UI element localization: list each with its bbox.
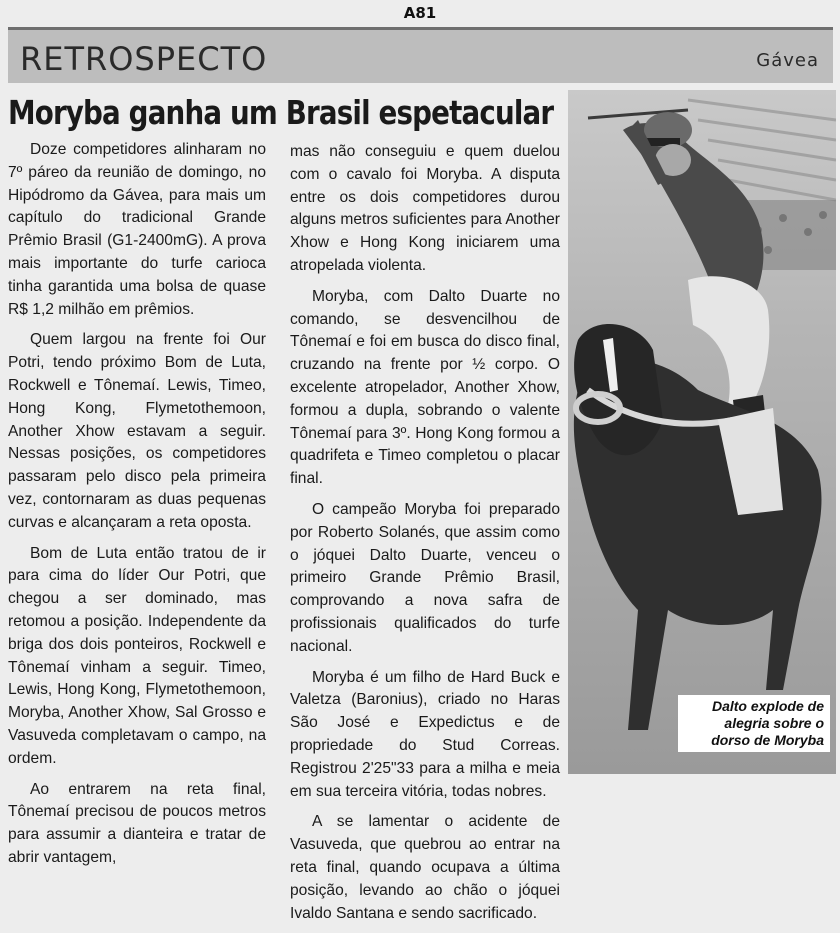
paragraph: Doze competidores alinharam no 7º páreo da reunião de domingo, no Hipódromo da Gávea, para mais um capítulo do tradicional Grande Prêmio Brasil (G1-2400mG). A prova mais importante do turfe carioca tinha garantida uma bolsa de quase R$ 1,2 milhão em prêmios. [8, 141, 266, 318]
article-column-2 [290, 141, 560, 933]
paragraph: Moryba, com Dalto Duarte no comando, se desvencilhou de Tônemaí e foi em busca do disco final, cruzando na frente por ½ corpo. O excelente atropelador, Another Xhow, formou a dupla, sobrando o valente Tônemaí para 3º. Hong Kong formou a quadrifeta e Timeo completou o placar final. [290, 287, 560, 488]
race-photo [568, 90, 836, 774]
photo-caption: Dalto explode de alegria sobre o dorso de Moryba [678, 695, 830, 752]
section-subtitle: Gávea [756, 50, 819, 71]
jockey-horse-illustration [568, 90, 836, 774]
section-header [8, 27, 833, 83]
page-number: A81 [403, 4, 437, 22]
article-column-1 [8, 139, 266, 878]
paragraph: Bom de Luta então tratou de ir para cima do líder Our Potri, que chegou a ser dominado, mas retomou a posição. Independente da briga dos dois ponteiros, Rockwell e Tônemaí vinham a seguir. Timeo, Lewis, Hong Kong, Flymetothemoon, Moryba, Another Xhow, Sal Grosso e Vasuveda completavam o campo, na ordem. [8, 544, 266, 767]
section-title: RETROSPECTO [20, 40, 268, 78]
paragraph: Ao entrarem na reta final, Tônemaí precisou de poucos metros para assumir a dianteira e tratar de abrir vantagem, [8, 780, 266, 866]
paragraph: Moryba é um filho de Hard Buck e Valetza (Baronius), criado no Haras São José e Expedictus e de propriedade do Stud Correas. Registrou 2'25"33 para a milha e meia em sua terceira vitória, todas nobres. [290, 668, 560, 800]
paragraph: mas não conseguiu e quem duelou com o cavalo foi Moryba. A disputa entre os dois competidores durou alguns metros suficientes para Another Xhow e Hong Kong iniciarem uma atropelada violenta. [290, 143, 560, 274]
paragraph: Quem largou na frente foi Our Potri, tendo próximo Bom de Luta, Rockwell e Tônemaí. Lewis, Timeo, Hong Kong, Flymetothemoon, Another Xhow estavam a seguir. Nessas posições, os competidores passaram pelo disco pela primeira vez, contornaram as duas pequenas curvas e alcançaram a reta oposta. [8, 331, 266, 531]
paragraph: A se lamentar o acidente de Vasuveda, que quebrou ao entrar na reta final, quando ocupava a última posição, levando ao chão o jóquei Ivaldo Santana e sendo sacrificado. [290, 813, 560, 922]
paragraph: O campeão Moryba foi preparado por Roberto Solanés, que assim como o jóquei Dalto Duarte, venceu o primeiro Grande Prêmio Brasil, comprovando a nova safra de profissionais qualificados do turfe nacional. [290, 500, 560, 655]
article-headline: Moryba ganha um Brasil espetacular [8, 93, 554, 132]
